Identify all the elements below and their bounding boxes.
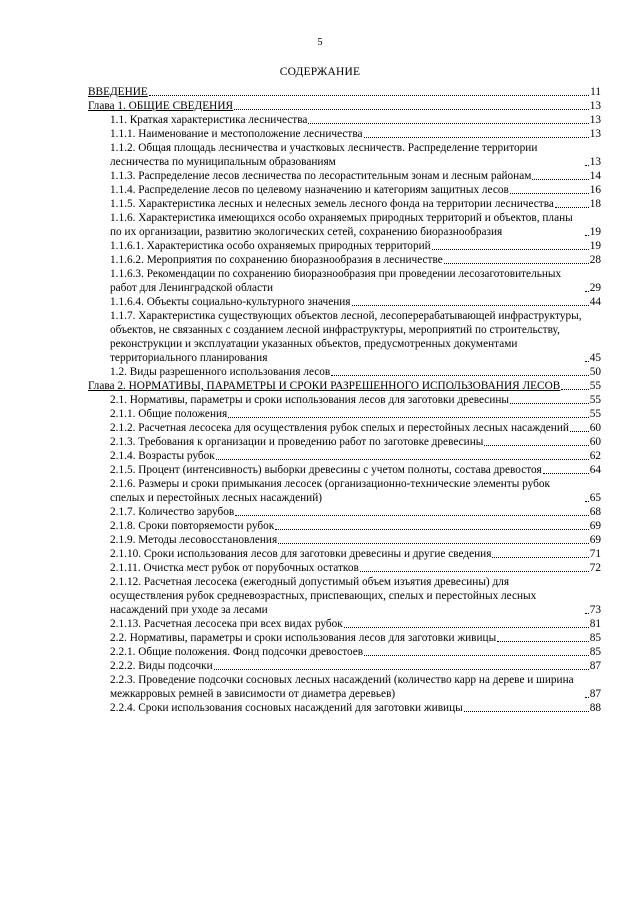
toc-entry[interactable]: [88, 505, 601, 519]
toc-entry-title: 2.1.8. Сроки повторяемости рубок: [110, 520, 275, 532]
toc-entry[interactable]: [88, 631, 601, 645]
toc-entry-title: 1.1.6.4. Объекты социально-культурного значения: [110, 296, 351, 308]
toc-entry[interactable]: [88, 85, 601, 99]
toc-entry-page: 69: [589, 520, 601, 532]
toc-entry-title: 1.1.6.2. Мероприятия по сохранению биоразнообразия в лесничестве: [110, 254, 443, 266]
toc-entry-page: 13: [589, 128, 601, 140]
toc-entry[interactable]: [88, 533, 601, 547]
toc-entry-page: 13: [589, 114, 601, 126]
toc-entry-page: 87: [589, 688, 601, 700]
toc-entry[interactable]: [88, 421, 601, 435]
toc-entry-page: 18: [589, 198, 601, 210]
toc-entry[interactable]: [88, 617, 601, 631]
toc-entry[interactable]: [88, 99, 601, 113]
toc-entry-title: 2.1.3. Требования к организации и проведению работ по заготовке древесины: [110, 436, 484, 448]
dot-leader: [543, 473, 589, 474]
toc-entry[interactable]: [88, 253, 601, 267]
toc-entry-page: 88: [589, 702, 601, 714]
toc-entry[interactable]: [88, 547, 601, 561]
toc-entry[interactable]: [88, 365, 601, 379]
toc-entry-title: 2.2.4. Сроки использования сосновых насаждений для заготовки живицы: [110, 702, 463, 714]
toc-entry[interactable]: [88, 393, 601, 407]
toc-entry-title: 2.1.4. Возрасты рубок: [110, 450, 215, 462]
toc-entry-title: 2.1.1. Общие положения: [110, 408, 228, 420]
toc-entry-title: Глава 1. ОБЩИЕ СВЕДЕНИЯ: [88, 100, 234, 112]
toc-entry[interactable]: [88, 183, 601, 197]
toc-entry-title: 1.1.2. Общая площадь лесничества и участковых лесничеств. Распределение территории лесничества по муниципальным образованиям: [110, 142, 538, 168]
toc-entry-page: 65: [589, 492, 601, 504]
toc-entry-page: 55: [589, 408, 601, 420]
toc-entry-page: 16: [589, 184, 601, 196]
toc-entry-page: 11: [590, 86, 601, 98]
toc-entry-title: 2.1.10. Сроки использования лесов для заготовки древесины и другие сведения: [110, 548, 492, 560]
toc-entry-title: Глава 2. НОРМАТИВЫ, ПАРАМЕТРЫ И СРОКИ РАЗРЕШЕННОГО ИСПОЛЬЗОВАНИЯ ЛЕСОВ: [88, 380, 561, 392]
dot-leader: [344, 627, 589, 628]
dot-leader: [214, 669, 589, 670]
toc-entry-title: 1.1.4. Распределение лесов по целевому назначению и категориям защитных лесов: [110, 184, 509, 196]
toc-entry-page: 81: [589, 618, 601, 630]
toc-entry[interactable]: [88, 407, 601, 421]
toc-entry[interactable]: [88, 169, 601, 183]
dot-leader: [331, 375, 588, 376]
toc-entry-page: 60: [589, 422, 601, 434]
dot-leader: [510, 193, 589, 194]
dot-leader: [484, 445, 588, 446]
dot-leader: [497, 641, 589, 642]
toc-entry-title: 2.2.3. Проведение подсочки сосновых лесных насаждений (количество карр на дереве и ширина межкарровых ремней в зависимости от диаметра деревьев): [110, 674, 574, 700]
toc-entry-title: 1.1.1. Наименование и местоположение лесничества: [110, 128, 363, 140]
toc-entry-title: 2.1.7. Количество зарубов: [110, 506, 235, 518]
dot-leader: [561, 389, 588, 390]
toc-entry[interactable]: [88, 463, 601, 477]
dot-leader: [234, 109, 589, 110]
toc-entry-title: 2.1.2. Расчетная лесосека для осуществления рубок спелых и перестойных лесных насаждений: [110, 422, 569, 434]
toc-entry-page: 13: [589, 100, 601, 112]
dot-leader: [275, 529, 588, 530]
toc-entry-page: 55: [589, 394, 601, 406]
toc-entry-page: 69: [589, 534, 601, 546]
toc-entry-page: 44: [589, 296, 601, 308]
dot-leader: [585, 291, 589, 292]
dot-leader: [492, 557, 588, 558]
toc-entry-title: 1.1.5. Характеристика лесных и нелесных земель лесного фонда на территории лесничества: [110, 198, 554, 210]
toc-entry-page: 85: [589, 646, 601, 658]
toc-entry-title: 2.2.2. Виды подсочки: [110, 660, 213, 672]
toc-entry-page: 28: [589, 254, 601, 266]
dot-leader: [228, 417, 588, 418]
dot-leader: [510, 403, 589, 404]
toc-entry-title: 1.1. Краткая характеристика лесничества: [110, 114, 308, 126]
toc-entry-title: 2.1.12. Расчетная лесосека (ежегодный допустимый объем изъятия древесины) для осуществления рубок средневозрастных, приспевающих, спелых и перестойных лесных насаждений при уходе за лесами: [110, 576, 537, 616]
toc-entry-title: 1.1.6.3. Рекомендации по сохранению биоразнообразия при проведении лесозаготовительных работ для Ленинградской области: [110, 268, 562, 294]
dot-leader: [308, 123, 588, 124]
toc-entry[interactable]: [88, 701, 601, 715]
toc-entry[interactable]: [88, 673, 601, 701]
toc-entry-page: 13: [589, 156, 601, 168]
toc-entry[interactable]: [88, 239, 601, 253]
toc-entry-page: 85: [589, 632, 601, 644]
toc-entry-title: ВВЕДЕНИЕ: [88, 86, 148, 98]
toc-entry-page: 73: [589, 604, 601, 616]
toc-entry[interactable]: [88, 645, 601, 659]
toc-entry-title: 2.2.1. Общие положения. Фонд подсочки древостоев: [110, 646, 364, 658]
toc-entry-title: 2.2. Нормативы, параметры и сроки использования лесов для заготовки живицы: [110, 632, 497, 644]
toc-entry-page: 45: [589, 352, 601, 364]
toc-entry[interactable]: [88, 267, 601, 295]
dot-leader: [444, 263, 589, 264]
toc-entry-page: 19: [589, 240, 601, 252]
toc-entry[interactable]: [88, 659, 601, 673]
dot-leader: [364, 655, 589, 656]
toc-entry[interactable]: [88, 141, 601, 169]
dot-leader: [352, 305, 589, 306]
table-of-contents: [88, 85, 601, 715]
toc-entry[interactable]: [88, 197, 601, 211]
dot-leader: [235, 515, 588, 516]
toc-entry-page: 64: [589, 464, 601, 476]
dot-leader: [216, 459, 589, 460]
toc-entry-title: 2.1.11. Очистка мест рубок от порубочных остатков: [110, 562, 359, 574]
toc-entry[interactable]: [88, 575, 601, 617]
toc-entry-page: 71: [589, 548, 601, 560]
toc-entry-page: 62: [589, 450, 601, 462]
toc-entry-title: 1.1.3. Распределение лесов лесничества по лесорастительным зонам и лесным районам: [110, 170, 532, 182]
toc-entry[interactable]: [88, 211, 601, 239]
toc-entry-page: 87: [589, 660, 601, 672]
dot-leader: [364, 137, 589, 138]
dot-leader: [464, 711, 589, 712]
toc-entry[interactable]: [88, 127, 601, 141]
dot-leader: [360, 571, 589, 572]
toc-entry-page: 50: [589, 366, 601, 378]
dot-leader: [585, 235, 589, 236]
dot-leader: [570, 431, 589, 432]
dot-leader: [585, 165, 589, 166]
toc-entry-page: 19: [589, 226, 601, 238]
dot-leader: [585, 697, 589, 698]
toc-entry-page: 29: [589, 282, 601, 294]
toc-entry-title: 1.1.6. Характеристика имеющихся особо охраняемых природных территорий и объектов, планы по их организации, развитию экологических сетей, сохранению биоразнообразия: [110, 212, 573, 238]
toc-entry-page: 14: [589, 170, 601, 182]
dot-leader: [149, 95, 589, 96]
toc-entry-title: 2.1.6. Размеры и сроки примыкания лесосек (организационно-технические элементы рубок спелых и перестойных лесных насаждений): [110, 478, 551, 504]
toc-entry[interactable]: [88, 295, 601, 309]
toc-entry-title: 2.1.13. Расчетная лесосека при всех видах рубок: [110, 618, 343, 630]
toc-entry-title: 2.1.9. Методы лесовосстановления: [110, 534, 278, 546]
toc-entry-title: 2.1. Нормативы, параметры и сроки использования лесов для заготовки древесины: [110, 394, 509, 406]
dot-leader: [585, 501, 589, 502]
dot-leader: [555, 207, 589, 208]
dot-leader: [278, 543, 589, 544]
toc-entry[interactable]: [88, 309, 601, 365]
dot-leader: [585, 613, 589, 614]
toc-entry[interactable]: [88, 379, 601, 393]
toc-entry[interactable]: [88, 519, 601, 533]
dot-leader: [432, 249, 589, 250]
toc-entry-page: 72: [589, 562, 601, 574]
page-number: 5: [317, 37, 323, 48]
toc-title: СОДЕРЖАНИЕ: [279, 66, 361, 78]
dot-leader: [532, 179, 588, 180]
toc-entry-title: 1.2. Виды разрешенного использования лесов: [110, 366, 331, 378]
toc-entry-title: 1.1.7. Характеристика существующих объектов лесной, лесоперерабатывающей инфраструктуры, объектов, не связанных с созданием лесной инфраструктуры, мероприятий по строительству, реконструкции и эксплуатации указанных объектов, предусмотренных документами территориального планирования: [110, 310, 582, 364]
toc-entry[interactable]: [88, 449, 601, 463]
toc-entry[interactable]: [88, 477, 601, 505]
toc-entry-title: 2.1.5. Процент (интенсивность) выборки древесины с учетом полноты, состава древостоя: [110, 464, 542, 476]
toc-entry-page: 60: [589, 436, 601, 448]
toc-entry-page: 55: [589, 380, 601, 392]
dot-leader: [585, 361, 589, 362]
toc-entry-page: 68: [589, 506, 601, 518]
toc-entry[interactable]: [88, 561, 601, 575]
toc-entry[interactable]: [88, 435, 601, 449]
toc-entry-title: 1.1.6.1. Характеристика особо охраняемых природных территорий: [110, 240, 431, 252]
toc-entry[interactable]: [88, 113, 601, 127]
